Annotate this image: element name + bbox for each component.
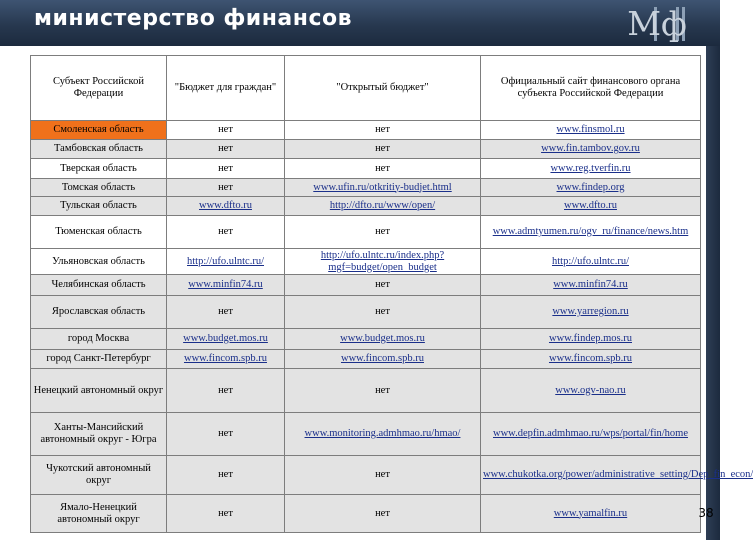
site-link[interactable]: www.reg.tverfin.ru	[550, 162, 631, 174]
site-link[interactable]: www.fincom.spb.ru	[548, 353, 632, 364]
table-row	[31, 495, 701, 533]
site-link[interactable]: www.budget.mos.ru	[183, 333, 268, 344]
open-budget-cell	[285, 329, 481, 350]
region-cell: Тамбовская область	[31, 140, 167, 159]
site-link[interactable]: www.minfin74.ru	[553, 279, 628, 290]
table-row	[31, 216, 701, 249]
open-budget-cell: нет	[285, 216, 481, 249]
open-budget-cell	[285, 197, 481, 216]
site-link[interactable]: http://ufo.ulntc.ru/index.php?mgf=budget/open_budget	[320, 249, 445, 273]
site-link[interactable]: www.monitoring.admhmao.ru/hmao/	[304, 428, 461, 439]
budget-citizens-cell: нет	[167, 179, 285, 197]
official-site-cell	[481, 197, 701, 216]
page-number: 38	[698, 506, 714, 520]
table-row	[31, 413, 701, 456]
open-budget-cell: нет	[285, 369, 481, 413]
region-cell: Томская область	[31, 179, 167, 197]
site-link[interactable]: www.depfin.admhmao.ru/wps/portal/fin/home	[493, 428, 688, 439]
official-site-cell	[481, 216, 701, 249]
region-cell: Ненецкий автономный округ	[31, 369, 167, 413]
site-link[interactable]: www.ogv-nao.ru	[555, 384, 626, 396]
official-site-cell	[481, 495, 701, 533]
budget-citizens-cell: нет	[167, 159, 285, 179]
site-link[interactable]: http://dfto.ru/www/open/	[329, 200, 436, 211]
budget-citizens-cell: нет	[167, 369, 285, 413]
site-link[interactable]: www.fincom.spb.ru	[340, 353, 424, 364]
official-site-cell	[481, 456, 753, 495]
site-link[interactable]: http://ufo.ulntc.ru/	[187, 255, 264, 267]
table-row	[31, 275, 701, 296]
header-bar	[0, 0, 720, 46]
site-link[interactable]: www.fin.tambov.gov.ru	[541, 143, 640, 154]
table-row	[31, 121, 701, 140]
table-row	[31, 456, 701, 495]
open-budget-cell	[285, 179, 481, 197]
official-site-cell	[481, 179, 701, 197]
budget-citizens-cell	[167, 329, 285, 350]
region-cell: город Санкт-Петербург	[31, 350, 167, 369]
table-row	[31, 350, 701, 369]
open-budget-cell: нет	[285, 495, 481, 533]
region-cell: Челябинская область	[31, 275, 167, 296]
open-budget-cell: нет	[285, 121, 481, 140]
column-header-official-site: Официальный сайт финансового органа субъекта Российской Федерации	[481, 56, 701, 121]
site-link[interactable]: www.dfto.ru	[564, 200, 617, 211]
budget-citizens-cell	[167, 275, 285, 296]
official-site-cell	[481, 140, 701, 159]
table-row	[31, 159, 701, 179]
open-budget-cell: нет	[285, 456, 481, 495]
budget-citizens-cell: нет	[167, 413, 285, 456]
site-link[interactable]: www.admtyumen.ru/ogv_ru/finance/news.htm	[492, 226, 689, 237]
table-row	[31, 249, 701, 275]
region-cell: Смоленская область	[31, 121, 167, 140]
site-link[interactable]: www.dfto.ru	[199, 200, 252, 211]
site-link[interactable]: www.fincom.spb.ru	[183, 353, 267, 364]
region-cell: Ханты-Мансийский автономный округ - Югра	[31, 413, 167, 456]
column-header-budget-citizens: "Бюджет для граждан"	[167, 56, 285, 121]
region-cell: Чукотский автономный округ	[31, 456, 167, 495]
official-site-cell	[481, 159, 701, 179]
site-link[interactable]: www.minfin74.ru	[188, 279, 263, 290]
budget-citizens-cell	[167, 249, 285, 275]
budget-citizens-cell: нет	[167, 456, 285, 495]
region-cell: Ярославская область	[31, 296, 167, 329]
region-cell: Ямало-Ненецкий автономный округ	[31, 495, 167, 533]
site-link[interactable]: www.finsmol.ru	[556, 124, 625, 135]
site-link[interactable]: www.budget.mos.ru	[340, 333, 425, 344]
site-link[interactable]: www.yarregion.ru	[552, 306, 629, 317]
open-budget-cell: нет	[285, 159, 481, 179]
site-link[interactable]: www.findep.org	[556, 181, 625, 193]
region-cell: Тульская область	[31, 197, 167, 216]
table-row	[31, 140, 701, 159]
region-cell: Тверская область	[31, 159, 167, 179]
official-site-cell	[481, 369, 701, 413]
site-link[interactable]: www.findep.mos.ru	[548, 333, 632, 344]
site-link[interactable]: www.ufin.ru/otkritiy-budjet.html	[313, 181, 452, 193]
budget-citizens-cell: нет	[167, 216, 285, 249]
site-link[interactable]: www.chukotka.org/power/administrative_setting/Dep_fin_econ/	[483, 469, 753, 480]
budget-citizens-cell: нет	[167, 495, 285, 533]
region-cell: город Москва	[31, 329, 167, 350]
table-row	[31, 197, 701, 216]
ministry-logo	[616, 2, 698, 46]
open-budget-cell: нет	[285, 275, 481, 296]
table-row	[31, 369, 701, 413]
open-budget-cell: нет	[285, 296, 481, 329]
official-site-cell	[481, 296, 701, 329]
column-header-open-budget: "Открытый бюджет"	[285, 56, 481, 121]
region-cell: Тюменская область	[31, 216, 167, 249]
table-header-row	[31, 56, 701, 121]
side-accent-bar	[706, 46, 720, 540]
logo-text: Мф	[627, 4, 687, 43]
official-site-cell	[481, 413, 701, 456]
official-site-cell	[481, 249, 701, 275]
budget-citizens-cell	[167, 350, 285, 369]
open-budget-cell: нет	[285, 140, 481, 159]
header-title: министерство финансов	[34, 6, 353, 31]
site-link[interactable]: http://ufo.ulntc.ru/	[552, 255, 629, 267]
open-budget-cell	[285, 350, 481, 369]
site-link[interactable]: www.yamalfin.ru	[553, 507, 628, 519]
table-row	[31, 329, 701, 350]
official-site-cell	[481, 275, 701, 296]
budget-citizens-cell: нет	[167, 140, 285, 159]
official-site-cell	[481, 121, 701, 140]
budget-citizens-cell: нет	[167, 296, 285, 329]
budget-citizens-cell: нет	[167, 121, 285, 140]
official-site-cell	[481, 329, 701, 350]
official-site-cell	[481, 350, 701, 369]
open-budget-cell	[285, 413, 481, 456]
open-budget-cell	[285, 249, 481, 275]
table-row	[31, 296, 701, 329]
column-header-region: Субъект Российской Федерации	[31, 56, 167, 121]
budget-citizens-cell	[167, 197, 285, 216]
table-row	[31, 179, 701, 197]
region-cell: Ульяновская область	[31, 249, 167, 275]
